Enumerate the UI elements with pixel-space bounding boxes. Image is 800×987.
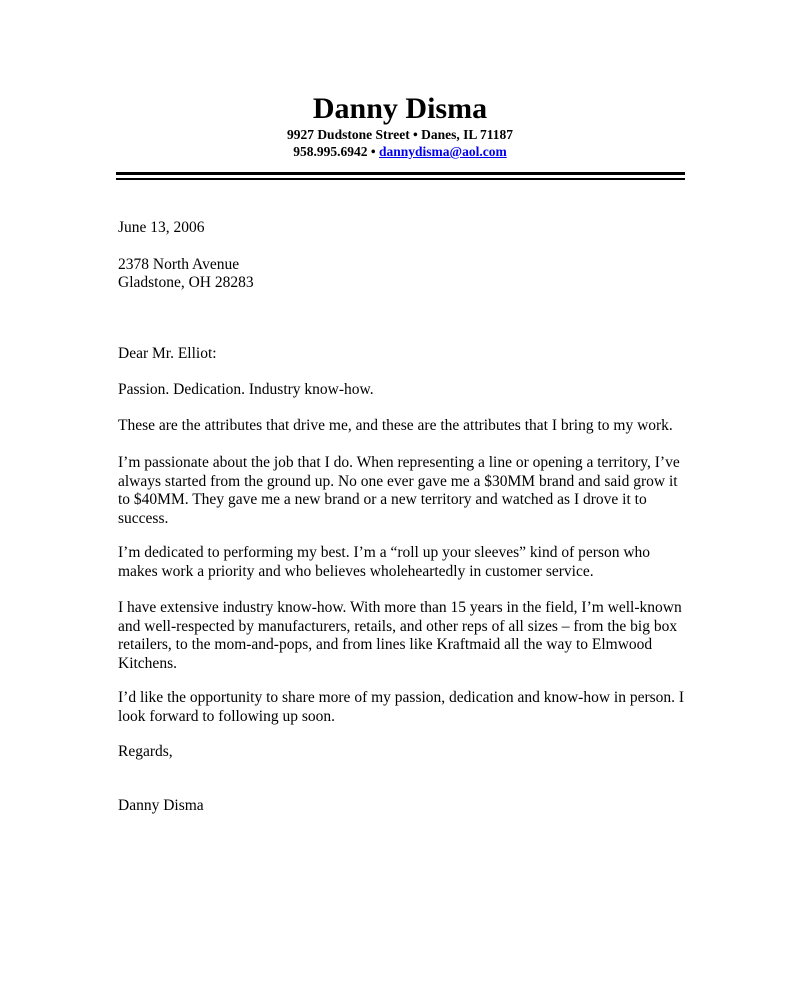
header-divider-thick xyxy=(116,172,685,175)
letterhead xyxy=(0,92,800,160)
paragraph-1: Passion. Dedication. Industry know-how. xyxy=(118,381,374,398)
sender-email-link[interactable]: dannydisma@aol.com xyxy=(379,144,507,159)
signature: Danny Disma xyxy=(118,797,204,814)
sender-phone: 958.995.6942 xyxy=(293,144,368,159)
separator-bullet: • xyxy=(370,144,376,159)
paragraph-2: These are the attributes that drive me, and these are the attributes that I bring to my work. xyxy=(118,417,673,434)
paragraph-6: I’d like the opportunity to share more of my passion, dedication and know-how in person. I look forward to following up soon. xyxy=(118,689,685,725)
sender-name: Danny Disma xyxy=(312,92,488,125)
salutation: Dear Mr. Elliot: xyxy=(118,345,217,362)
closing: Regards, xyxy=(118,743,173,760)
header-divider-thin xyxy=(116,178,685,180)
letter-date: June 13, 2006 xyxy=(118,219,205,236)
sender-address: 9927 Dudstone Street • Danes, IL 71187 xyxy=(286,127,514,142)
paragraph-4: I’m dedicated to performing my best. I’m a “roll up your sleeves” kind of person who makes work a priority and who believes wholeheartedly in customer service. xyxy=(118,544,651,580)
sender-contact-line xyxy=(0,143,800,160)
recipient-city: Gladstone, OH 28283 xyxy=(118,274,254,291)
paragraph-5: I have extensive industry know-how. With more than 15 years in the field, I’m well-known and well-respected by manufacturers, retails, and other reps of all sizes – from the big box retailers, to the mom-and-pops, and from lines like Kraftmaid all the way to Elmwood Kitchens. xyxy=(118,599,682,672)
recipient-street: 2378 North Avenue xyxy=(118,256,240,273)
paragraph-3: I’m passionate about the job that I do. When representing a line or opening a territory, I’ve always started from the ground up. No one ever gave me a $30MM brand and said grow it to $40MM. They gave me a new brand or a new territory and watched as I drove it to success. xyxy=(118,454,680,527)
